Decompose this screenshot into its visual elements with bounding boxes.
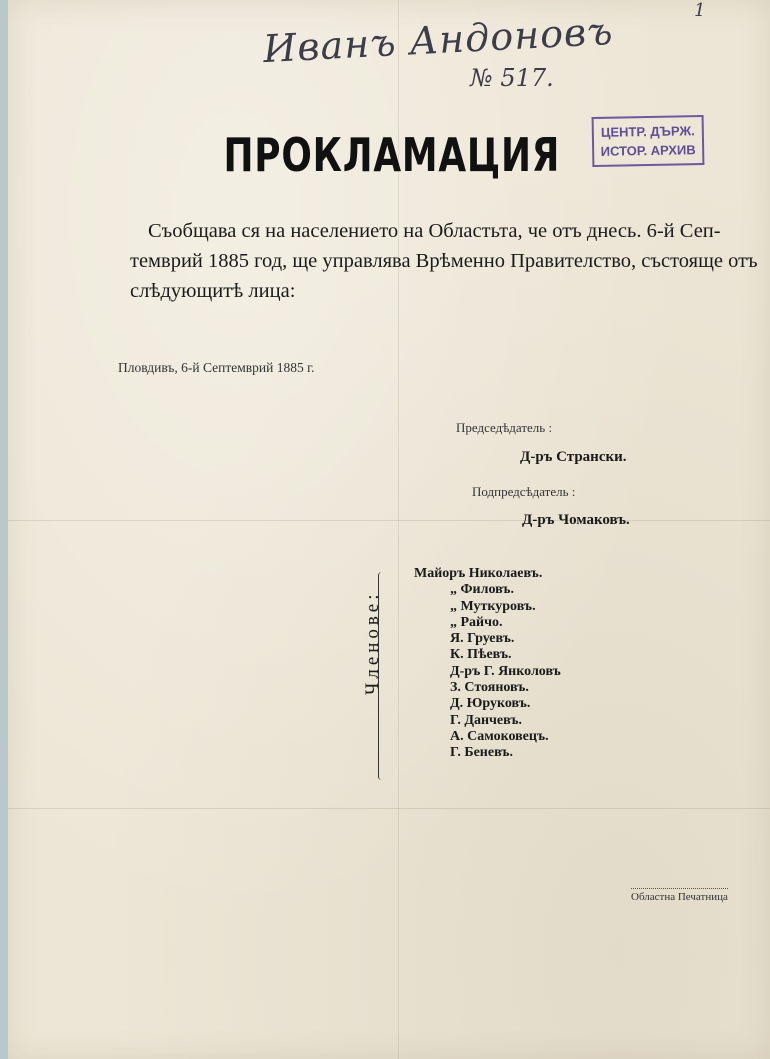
page-edge-strip [0,0,8,1059]
list-item: А. Самоковецъ. [450,728,549,744]
list-item: Г. Беневъ. [450,745,513,761]
fold-line [8,520,770,521]
list-item: Д-ръ Г. Янколовъ [450,663,561,679]
members-heading: Членове: [362,590,383,695]
list-item: Я. Груевъ. [450,631,515,647]
printer-imprint: Областна Печатница [631,888,728,903]
list-item: „ Райчо. [450,614,503,630]
members-list [414,566,561,762]
text-line-2: темврий 1885 год, ще управлява Врѣменно Правителство, състояще отъ [130,250,758,272]
list-item: „ Муткуровъ. [450,598,536,614]
list-item: К. Пѣевъ. [450,647,512,663]
stamp-line-1: ЦЕНТР. ДЪРЖ. [600,123,695,140]
list-item: Д. Юруковъ. [450,696,531,712]
list-item: З. Стояновъ. [450,680,529,696]
list-item: Г. Данчевъ. [450,712,523,728]
handwritten-number: № 517. [470,64,554,92]
list-item: Майоръ Николаевъ. [414,566,543,581]
proclamation-document [8,0,770,1059]
chairman-label: Председѣдатель : [456,420,553,435]
handwritten-corner-mark: 1 [694,0,706,21]
vice-chairman-name: Д-ръ Чомаковъ. [522,512,630,528]
place-and-date: Пловдивъ, 6-й Септемврий 1885 г. [118,360,315,375]
members-brace [378,572,385,780]
document-title: ПРОКЛАМАЦИЯ [223,128,561,182]
chairman-name: Д-ръ Странски. [520,449,627,465]
handwritten-name: Иванъ Андоновъ [262,8,615,72]
vice-chairman-label: Подпредсѣдатель : [472,484,576,499]
stamp-line-2: ИСТОР. АРХИВ [600,142,696,159]
fold-line [8,808,770,809]
text-line-1: Съобщава ся на населението на Областьта, че отъ днесь. 6-й Сеп- [148,220,721,242]
list-item: „ Филовъ. [450,582,514,598]
text-line-3: слѣдующитѣ лица: [130,280,296,302]
proclamation-text [130,216,758,306]
